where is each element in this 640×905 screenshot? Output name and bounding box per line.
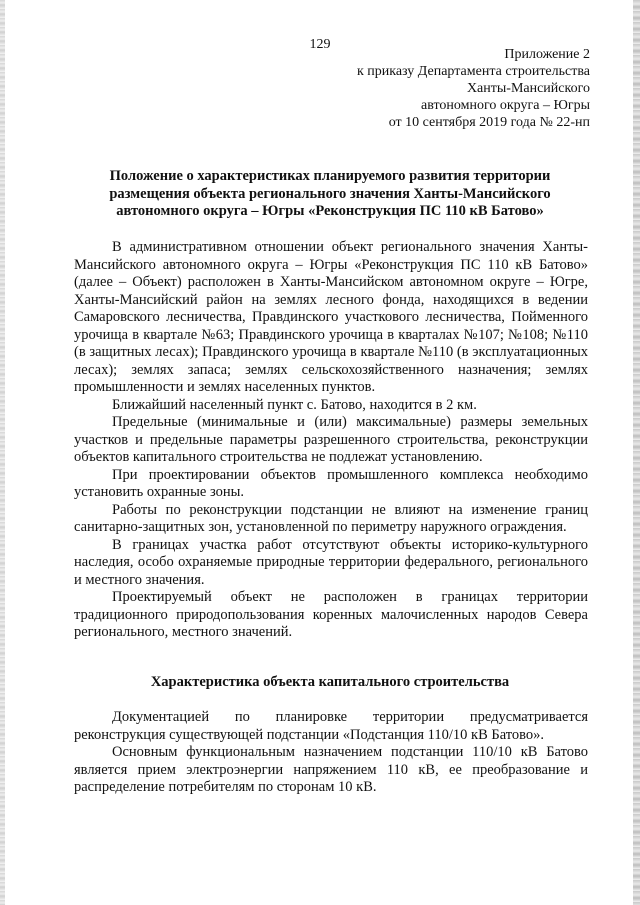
- appendix-line: к приказу Департамента строительства: [356, 64, 590, 79]
- page-number: 129: [309, 37, 331, 52]
- paragraph-documentation: Документацией по планировке территории предусматривается реконструкция существующей подстанции «Подстанция 110/10 кВ Батово».: [74, 709, 588, 743]
- paragraph-purpose: Основным функциональным назначением подстанции 110/10 кВ Батово является прием электроэнергии напряжением 110 кВ, ее преобразование и распределение потребителям по сторонам 10 кВ.: [74, 744, 588, 795]
- appendix-line: Приложение 2: [504, 47, 590, 62]
- paragraph-protection-zones: При проектировании объектов промышленного комплекса необходимо установить охранные зоны.: [74, 466, 588, 500]
- section-characteristics: [74, 709, 588, 797]
- section-location: [74, 239, 588, 642]
- appendix-line: от 10 сентября 2019 года № 22-нп: [388, 115, 590, 130]
- paragraph-limit-parameters: Предельные (минимальные и (или) максимальные) размеры земельных участков и предельные параметры разрешенного строительства, реконструкции объектов капитального строительства не подлежат установлению.: [74, 414, 588, 465]
- paragraph-location: В административном отношении объект регионального значения Ханты-Мансийского автономного округа – Югры «Реконструкция ПС 110 кВ Батово» (далее – Объект) расположен в Ханты-Мансийском автономном округе – Югре, Ханты-Мансийский район на землях лесного фонда, находящихся в ведении Самаровского лесничества, Правдинского участкового лесничества, Пойменного урочища в квартале №63; Правдинского урочища в кварталах №107; №108; №110 (в защитных лесах); Правдинского урочища в квартале №110 (в эксплуатационных лесах); землях запаса; землях сельскохозяйственного назначения; землях промышленности и землях населенных пунктов.: [74, 239, 588, 395]
- appendix-line: автономного округа – Югры: [421, 98, 590, 113]
- section-heading: Характеристика объекта капитального строительства: [150, 674, 510, 690]
- appendix-line: Ханты-Мансийского: [466, 81, 590, 96]
- scan-edge-left: [0, 0, 5, 905]
- appendix-header: [290, 46, 590, 131]
- title-line: размещения объекта регионального значения Ханты-Мансийского: [109, 185, 551, 202]
- paragraph-nearest-settlement: Ближайший населенный пункт с. Батово, находится в 2 км.: [112, 396, 477, 413]
- title-line: автономного округа – Югры «Реконструкция ПС 110 кВ Батово»: [116, 203, 544, 219]
- document-title: [60, 168, 600, 221]
- paragraph-indigenous-territory: Проектируемый объект не расположен в границах территории традиционного природопользования коренных малочисленных народов Севера регионального, местного значений.: [74, 589, 588, 640]
- title-line: Положение о характеристиках планируемого развития территории: [109, 168, 551, 184]
- scan-edge-right: [633, 0, 640, 905]
- paragraph-sanitary-zones: Работы по реконструкции подстанции не влияют на изменение границ санитарно-защитных зон, установленной по периметру наружного ограждения.: [74, 501, 588, 535]
- paragraph-heritage: В границах участка работ отсутствуют объекты историко-культурного наследия, особо охраняемые природные территории федерального, регионального и местного значения.: [74, 536, 588, 588]
